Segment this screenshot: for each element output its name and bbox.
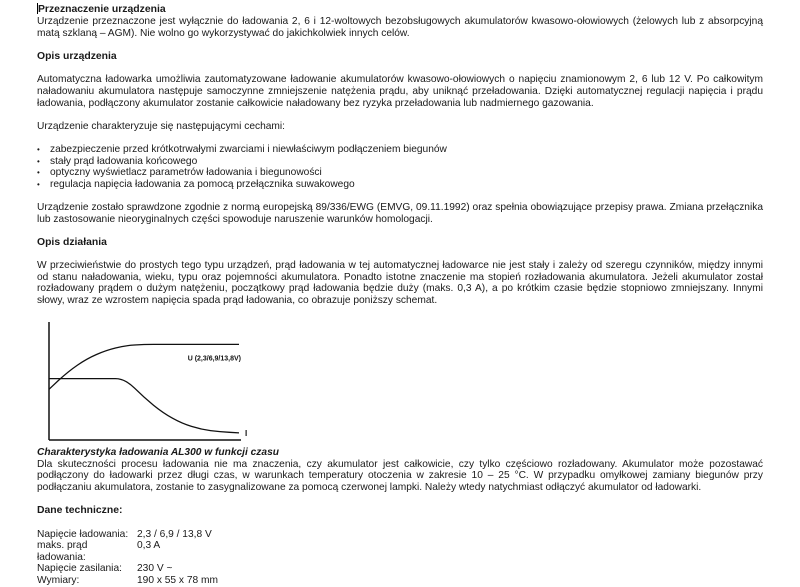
document-page — [37, 3, 763, 587]
spec-value: 230 V ~ — [137, 563, 173, 575]
chart-caption: Charakterystyka ładowania AL300 w funkcji czasu — [37, 446, 279, 458]
spec-value: 190 x 55 x 78 mm — [137, 575, 218, 586]
operation-text: W przeciwieństwie do prostych tego typu urządzeń, prąd ładowania w tej automatycznej ładowarce nie jest stały i zależy od szeregu czynników, między innymi od stanu naładowania, wieku, typu oraz pojemności akumulatora. Ponadto istotne znaczenie ma stopień rozładowania akumulatora. Jeżeli akumulator został rozładowany prądem o dużym natężeniu, początkowy prąd ładowania będzie duży (maks. 0,3 A), a po krótkim czasie będzie stopniowo zmniejszany. Innymi słowy, wraz ze wzrostem napięcia spada prąd ładowania, co obrazuje poniższy schemat. — [37, 260, 763, 307]
voltage-label: U (2,3/6,9/13,8V) — [187, 355, 242, 363]
spec-value: 0,3 A — [137, 540, 161, 552]
charging-chart-svg — [0, 307, 300, 447]
spec-value: 2,3 / 6,9 / 13,8 V — [137, 528, 212, 540]
description-text: Automatyczna ładowarka umożliwia zautomatyzowane ładowanie akumulatorów kwasowo-ołowiowych o napięciu znamionowym 2, 6 lub 12 V. Po całkowitym naładowaniu akumulatora następuje samoczynne zmniejszenie natężenia prądu, aby uniknąć przeładowania. Dzięki automatycznej regulacji napięcia i prądu ładowania, podłączony akumulator zostanie całkowicie naładowany bez ryzyka przeładowania lub nadmiernego gazowania. — [37, 74, 763, 109]
voltage-curve — [49, 344, 242, 389]
operation-heading: Opis działania — [37, 236, 107, 248]
charging-chart — [0, 307, 300, 447]
features-list — [37, 144, 763, 190]
feature-item: • stały prąd ładowania końcowego — [37, 156, 763, 168]
specs-heading: Dane techniczne: — [37, 505, 123, 517]
current-label: I — [245, 428, 248, 438]
compliance-text: Urządzenie zostało sprawdzone zgodnie z normą europejską 89/336/EWG (EMVG, 09.11.1992) oraz spełnia obowiązujące przepisy prawa. Zmiana przełącznika lub zastosowanie nieoryginalnych części spowoduje naruszenie warunków homologacji. — [37, 201, 763, 225]
purpose-heading: Przeznaczenie urządzenia — [38, 4, 166, 15]
specs-table — [37, 529, 763, 587]
current-curve — [49, 378, 239, 432]
spec-label: Wymiary: — [37, 575, 80, 586]
features-intro: Urządzenie charakteryzuje się następującymi cechami: — [37, 120, 286, 132]
description-heading: Opis urządzenia — [37, 50, 117, 62]
usage-text: Dla skuteczności procesu ładowania nie ma znaczenia, czy akumulator jest całkowicie, czy tylko częściowo rozładowany. Akumulator może pozostawać podłączony do ładowarki przez długi czas, w warunkach temperatury otoczenia w zakresie 10 – 25 °C. W przypadku omyłkowej zamiany biegunów przy podłączaniu akumulatora, zostanie to zasygnalizowane za pomocą czerwonej lampki. Należy wtedy natychmiast odłączyć akumulator od ładowarki. — [37, 458, 763, 493]
spec-label: Napięcie ładowania: — [37, 528, 129, 540]
feature-item: • regulacja napięcia ładowania za pomocą przełącznika suwakowego — [37, 179, 763, 191]
spec-label: Napięcie zasilania: — [37, 563, 122, 575]
feature-item: • zabezpieczenie przed krótkotrwałymi zwarciami i niewłaściwym podłączeniem biegunów — [37, 144, 763, 156]
feature-item: • optyczny wyświetlacz parametrów ładowania i biegunowości — [37, 167, 763, 179]
purpose-text: Urządzenie przeznaczone jest wyłącznie do ładowania 2, 6 i 12-woltowych bezobsługowych akumulatorów kwasowo-ołowiowych (żelowych lub z absorpcyjną matą szklaną – AGM). Nie wolno go wykorzystywać do jakichkolwiek innych celów. — [37, 16, 763, 39]
spec-label: maks. prąd ładowania: — [37, 540, 88, 563]
